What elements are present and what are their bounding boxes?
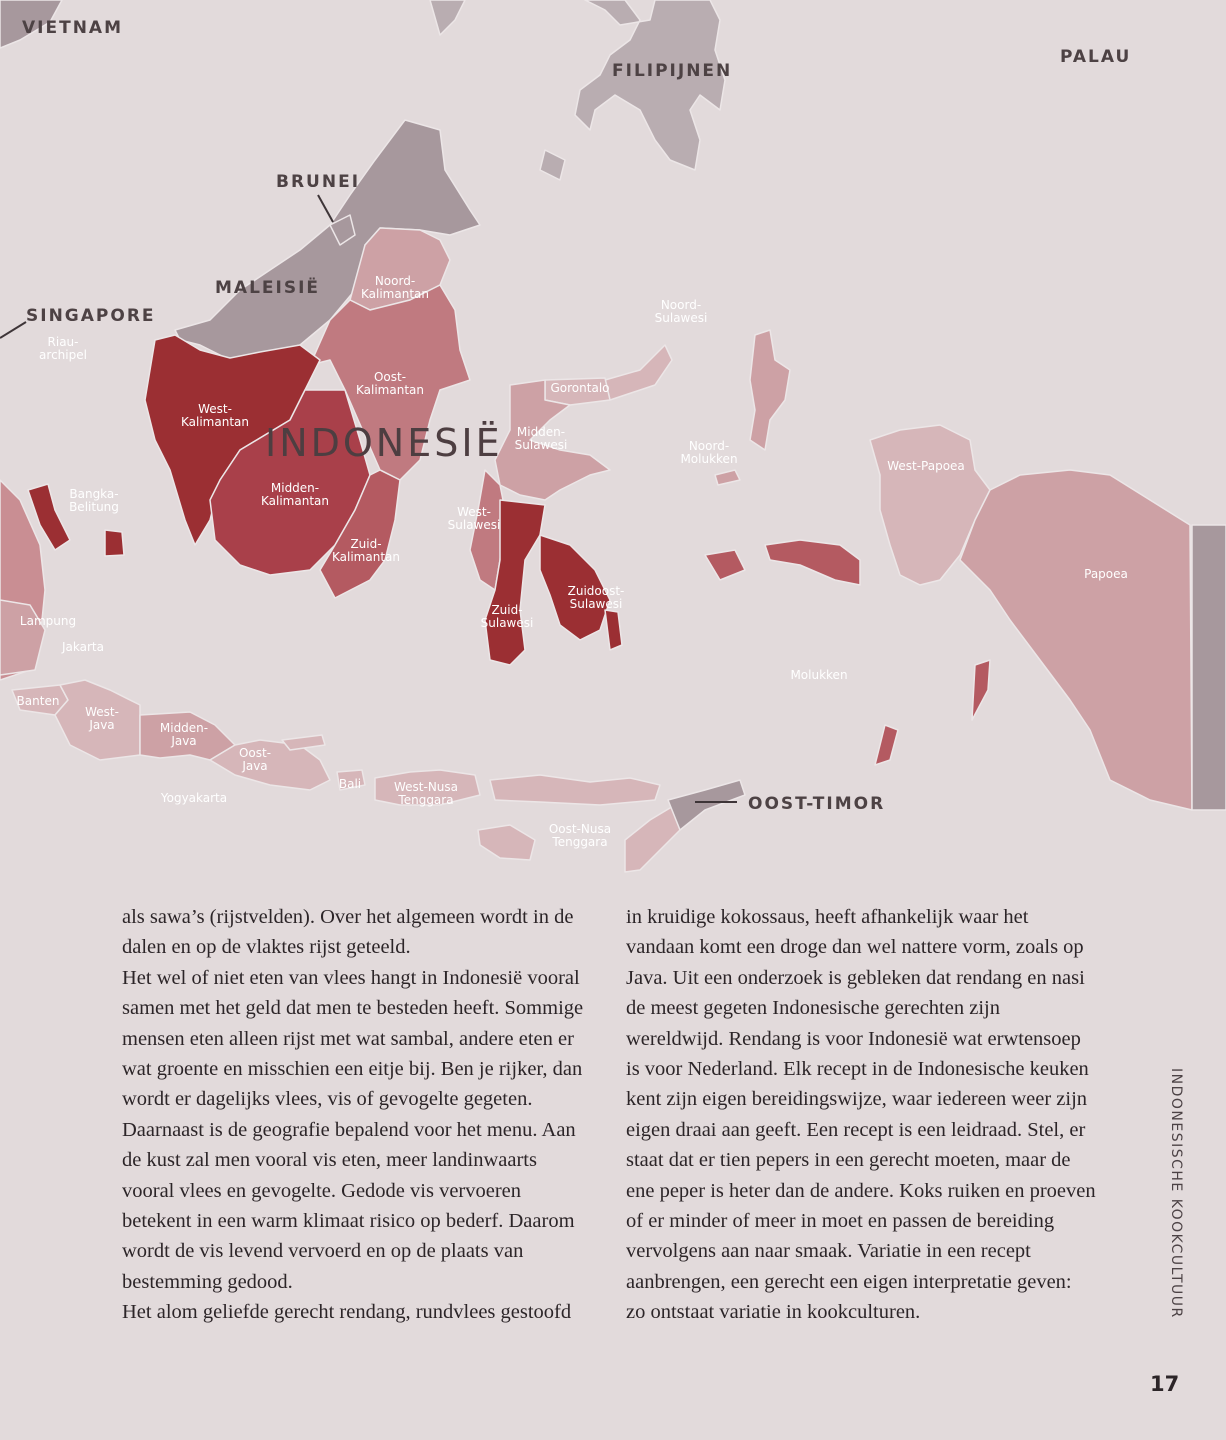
label-lampung: Lampung [19, 614, 77, 628]
buru-shape [705, 550, 745, 580]
label-west-papoea: West-Papoea [887, 459, 965, 473]
label-molukken: Molukken [790, 668, 848, 682]
label-zuidoost-sulawesi: Zuidoost-Sulawesi [567, 584, 625, 611]
papoea-shape [960, 470, 1192, 810]
paragraph: als sawa’s (rijstvelden). Over het algemeen wordt in de dalen en op de vlaktes rijst geteeld. [122, 906, 574, 959]
label-bangka-belitung: Bangka-Belitung [69, 487, 119, 514]
sumba-shape [478, 825, 535, 860]
paragraph: Het wel of niet eten van vlees hangt in Indonesië vooral samen met het geld dat men te besteden heeft. Sommige mensen eten alleen rijst met wat sambal, andere eten er wat groente en misschien een eitje bij. Ben je rijker, dan wordt er dagelijks vlees, vis of gevogelte gegeten. Daarnaast is de geografie bepalend voor het menu. Aan de kust zal men vooral vis eten, meer landinwaarts vooral vlees en gevogelte. Gedode vis vervoeren betekent in een warm klimaat risico op bederf. Daarom wordt de vis levend vervoerd en op de plaats van bestemming gedood. [122, 966, 584, 1293]
label-west-sulawesi: West-Sulawesi [447, 505, 501, 532]
label-oost-java: Oost-Java [238, 746, 272, 773]
philippines-north [430, 0, 465, 35]
label-midden-sulawesi: Midden-Sulawesi [514, 425, 568, 452]
map-title: INDONESIË [265, 421, 503, 465]
label-zuid-kalimantan: Zuid-Kalimantan [332, 537, 400, 564]
label-west-kalimantan: West-Kalimantan [181, 402, 249, 429]
label-banten: Banten [16, 694, 60, 708]
label-midden-kalimantan: Midden-Kalimantan [261, 481, 329, 508]
label-filipijnen: FILIPIJNEN [612, 61, 733, 81]
timor-shape [625, 805, 680, 872]
madura-shape [282, 735, 325, 750]
label-west-nusa-tenggara: West-Nusa Tenggara [393, 780, 459, 807]
label-noord-sulawesi: Noord-Sulawesi [654, 298, 708, 325]
brunei-leader [318, 195, 333, 222]
oost-timor-shape [668, 780, 745, 830]
paragraph: in kruidige kokossaus, heeft afhankelijk waar het vandaan komt een droge dan wel nattere vorm, zoals op Java. Uit een onderzoek is gebleken dat rendang en nasi de meest gegeten Indonesische gerechten zijn wereldwijd. Rendang is voor Indonesië wat erwtensoep is voor Nederland. Elk recept in de Indonesische keuken kent zijn eigen bereidingswijze, waar iedereen weer zijn eigen draai aan geeft. Een recept is een leidraad. Stel, er staat dat er tien pepers in een gerecht moeten, maar de ene peper is heter dan de andere. Koks ruiken en proeven of er minder of meer in moet en passen de bereiding vervolgens aan naar smaak. Variatie in een recept aanbrengen, een gerecht een eigen interpretatie geven: zo ontstaat variatie in kookculturen. [626, 906, 1096, 1324]
png-shape [1192, 525, 1226, 810]
philippines-shape [575, 0, 725, 170]
label-oost-kalimantan: Oost-Kalimantan [356, 370, 424, 397]
label-brunei: BRUNEI [276, 172, 361, 192]
philippines-islet [540, 150, 565, 180]
label-singapore: SINGAPORE [26, 306, 156, 326]
halmahera-shape [750, 330, 790, 450]
label-west-java: West-Java [85, 705, 119, 732]
label-gorontalo: Gorontalo [550, 381, 610, 395]
noord-sulawesi-shape [605, 345, 672, 400]
label-palau: PALAU [1060, 47, 1132, 67]
belitung-shape [105, 530, 124, 556]
tanimbar-shape [875, 725, 898, 765]
label-papoea: Papoea [1084, 567, 1128, 581]
obi-shape [715, 470, 740, 485]
label-noord-kalimantan: Noord-Kalimantan [361, 274, 429, 301]
buton-shape [605, 610, 622, 650]
text-column-left [122, 902, 592, 1328]
label-noord-molukken: Noord-Molukken [680, 439, 738, 466]
label-midden-java: Midden-Java [159, 721, 209, 748]
label-riau-archipel: Riau-archipel [39, 335, 87, 362]
kei-shape [972, 660, 990, 720]
singapore-leader [0, 322, 26, 338]
label-maleisie: MALEISIË [215, 278, 321, 298]
text-column-right [626, 902, 1096, 1328]
running-title: INDONESISCHE KOOKCULTUUR [1168, 1068, 1184, 1319]
label-bali: Bali [338, 777, 362, 791]
label-jakarta: Jakarta [62, 640, 104, 654]
label-vietnam: VIETNAM [22, 18, 123, 38]
page-number: 17 [1150, 1372, 1180, 1396]
flores-shape [490, 775, 660, 805]
label-oost-nusa-tenggara: Oost-Nusa Tenggara [548, 822, 612, 849]
seram-shape [765, 540, 860, 585]
label-zuid-sulawesi: Zuid-Sulawesi [480, 603, 534, 630]
label-oost-timor: OOST-TIMOR [748, 794, 886, 814]
label-yogyakarta: Yogyakarta [160, 791, 228, 805]
paragraph: Het alom geliefde gerecht rendang, rundvlees gestoofd [122, 1301, 572, 1324]
